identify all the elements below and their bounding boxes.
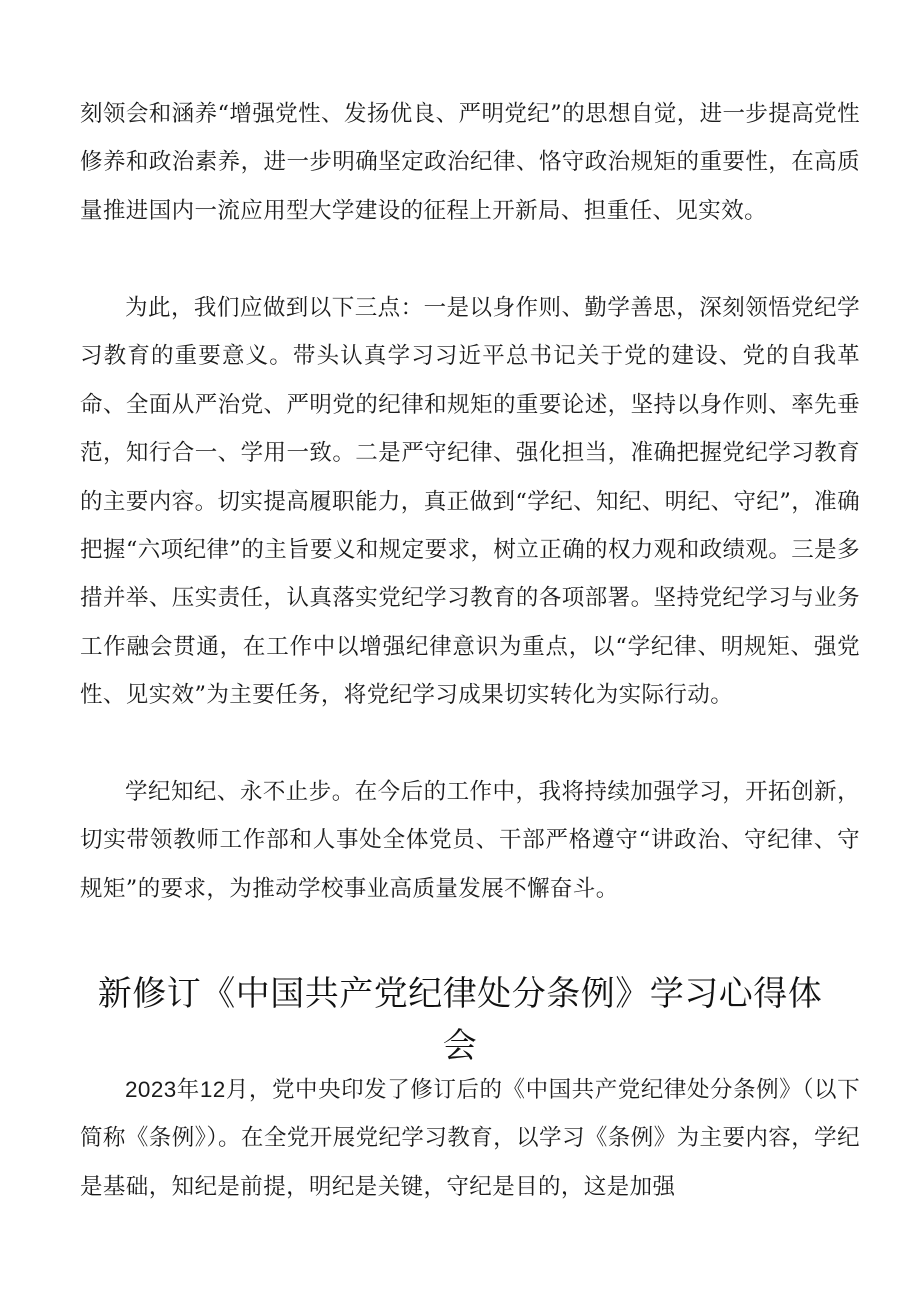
body-paragraph-2: 为此，我们应做到以下三点：一是以身作则、勤学善思，深刻领悟党纪学习教育的重要意义。带头认真学习习近平总书记关于党的建设、党的自我革命、全面从严治党、严明党的纪律和规矩的重要论述，坚持以身作则、率先垂范，知行合一、学用一致。二是严守纪律、强化担当，准确把握党纪学习教育的主要内容。切实提高履职能力，真正做到“学纪、知纪、明纪、守纪”，准确把握“六项纪律”的主旨要义和规定要求，树立正确的权力观和政绩观。三是多措并举、压实责任，认真落实党纪学习教育的各项部署。坚持党纪学习与业务工作融会贯通，在工作中以增强纪律意识为重点，以“学纪律、明规矩、强党性、见实效”为主要任务，将党纪学习成果切实转化为实际行动。 (80, 295, 860, 709)
body-paragraph-3: 学纪知纪、永不止步。在今后的工作中，我将持续加强学习，开拓创新，切实带领教师工作部和人事处全体党员、干部严格遵守“讲政治、守纪律、守规矩”的要求，为推动学校事业高质量发展不懈奋斗。 (80, 779, 860, 902)
body-paragraph-4-text: ，党中央印发了修订后的《中国共产党纪律处分条例》（以下简称《条例》）。在全党开展党纪学习教育，以学习《条例》为主要内容，学纪是基础，知纪是前提，明纪是关键，守纪是目的，这是加强 (80, 1077, 860, 1200)
date-text: 2023年12月 (125, 1077, 249, 1102)
body-paragraph-4 (80, 1066, 860, 1211)
section-title: 新修订《中国共产党纪律处分条例》学习心得体会 (97, 974, 823, 1066)
body-paragraph-1: 刻领会和涵养“增强党性、发扬优良、严明党纪”的思想自觉，进一步提高党性修养和政治素养，进一步明确坚定政治纪律、恪守政治规矩的重要性，在高质量推进国内一流应用型大学建设的征程上开新局、担重任、见实效。 (80, 101, 860, 224)
